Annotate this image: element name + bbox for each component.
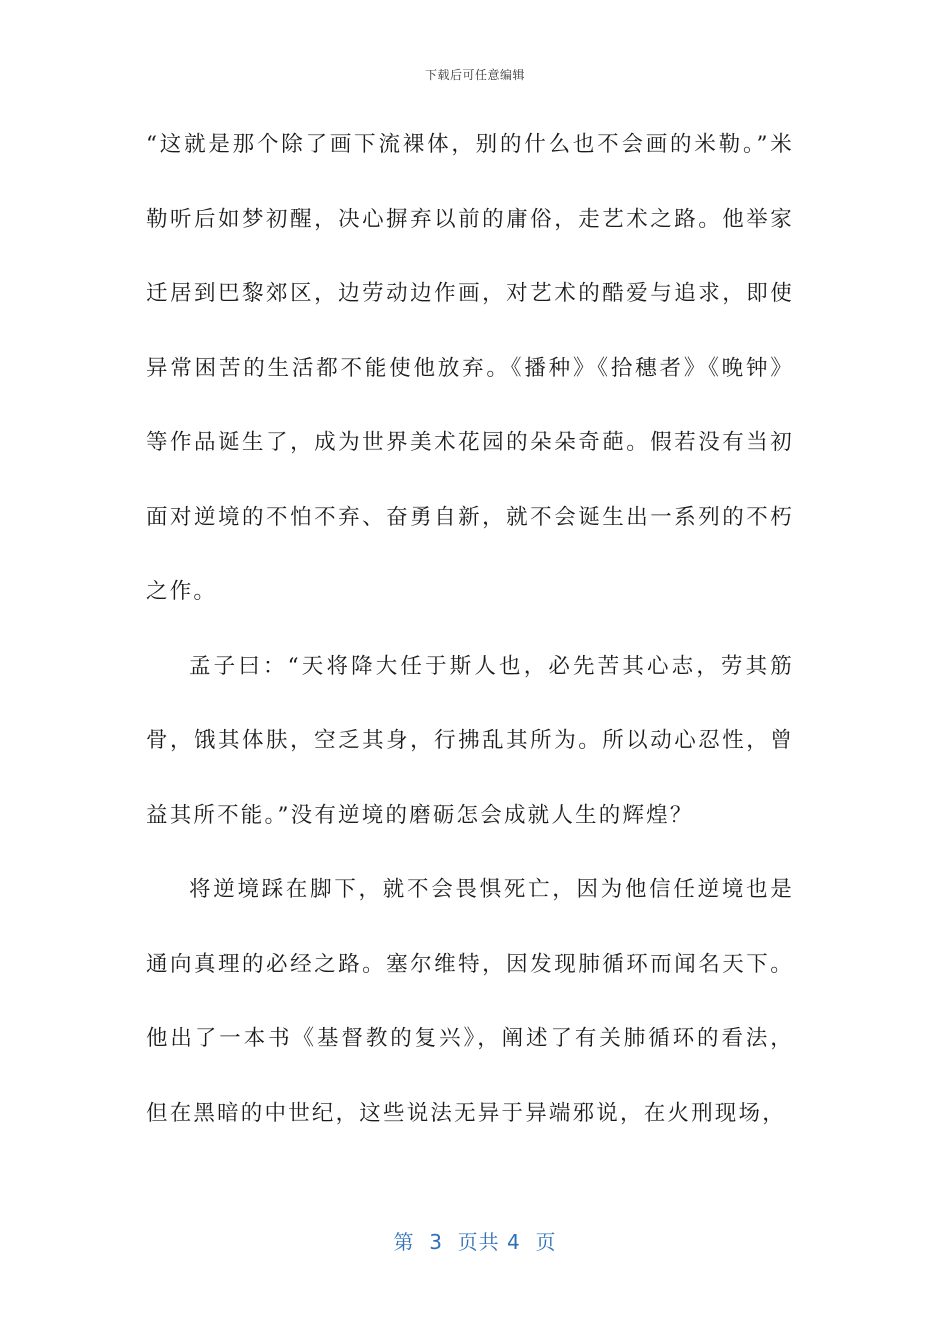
paragraph-1: “这就是那个除了画下流裸体，别的什么也不会画的米勒。”米勒听后如梦初醒，决心摒弃以前的庸俗，走艺术之路。他举家迁居到巴黎郊区，边劳动边作画，对艺术的酷爱与追求，即使异常困苦的生活都不能使他放弃。《播种》《拾穗者》《晚钟》等作品诞生了，成为世界美术花园的朵朵奇葩。假若没有当初面对逆境的不怕不弃、奋勇自新，就不会诞生出一系列的不朽之作。 — [146, 132, 794, 604]
paragraph-2: 孟子曰：“天将降大任于斯人也，必先苦其心志，劳其筋骨，饿其体肤，空乏其身，行拂乱其所为。所以动心忍性，曾益其所不能。”没有逆境的磨砺怎会成就人生的辉煌？ — [146, 653, 794, 828]
header-note: 下载后可任意编辑 — [424, 68, 525, 82]
page-number-footer: 第 3 页共 4 页 — [393, 1230, 557, 1254]
paragraph-3: 将逆境踩在脚下，就不会畏惧死亡，因为他信任逆境也是通向真理的必经之路。塞尔维特，因发现肺循环而闻名天下。他出了一本书《基督教的复兴》，阐述了有关肺循环的看法，但在黑暗的中世纪，这些说法无异于异端邪说，在火刑现场， — [146, 877, 794, 1126]
body-text — [146, 108, 794, 1151]
